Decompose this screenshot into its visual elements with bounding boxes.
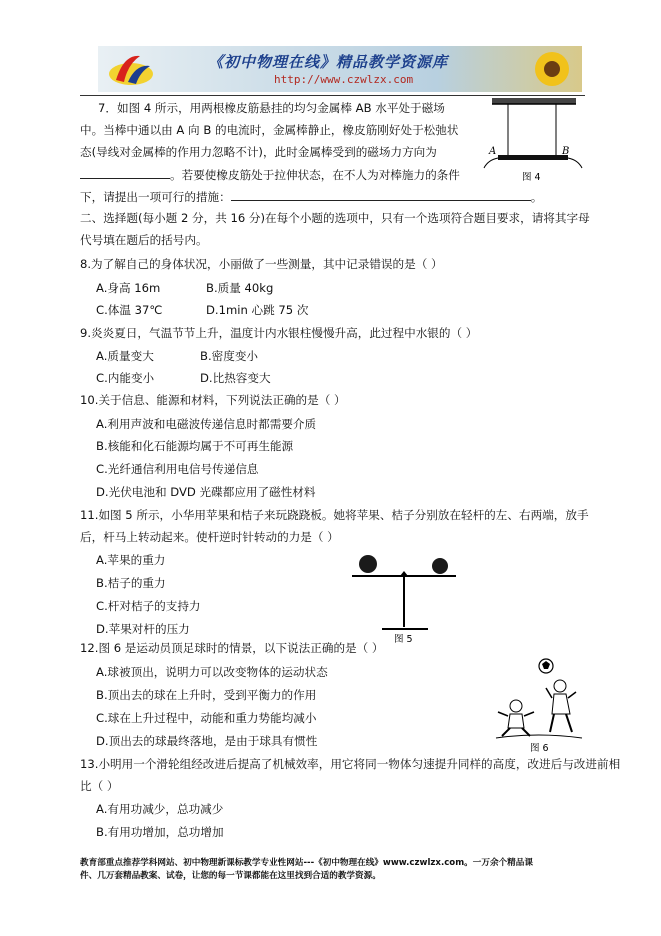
- q7-line4: 。若要使橡皮筋处于拉伸状态，在不人为对棒施力的条件: [80, 166, 460, 183]
- q7-line3: 态(导线对金属棒的作用力忽略不计)，此时金属棒受到的磁场力方向为: [80, 145, 437, 159]
- fig4-caption: 图 4: [522, 172, 541, 183]
- q8-option-b: B.质量 40kg: [206, 281, 274, 295]
- q13-option-b: B.有用功增加，总功增加: [96, 825, 224, 839]
- q13-option-a: A.有用功减少，总功减少: [96, 802, 224, 816]
- q10-option-b: B.核能和化石能源均属于不可再生能源: [96, 439, 294, 453]
- q10-option-a: A.利用声波和电磁波传递信息时都需要介质: [96, 417, 317, 431]
- fig6-caption: 图 6: [530, 743, 549, 754]
- q9-stem: 9.炎炎夏日，气温节节上升，温度计内水银柱慢慢升高，此过程中水银的（ ）: [80, 326, 478, 340]
- q12-option-a: A.球被顶出，说明力可以改变物体的运动状态: [96, 665, 328, 679]
- footer-line1: 教育部重点推荐学科网站、初中物理新课标教学专业性网站---《初中物理在线》www.czwlzx.com。一万余个精品课: [80, 858, 533, 868]
- q8-option-a: A.身高 16m: [96, 281, 161, 295]
- site-logo-icon: [106, 50, 156, 88]
- header-banner: [98, 46, 582, 92]
- q7-blank-1[interactable]: [80, 166, 170, 179]
- q13-line2: 比（ ）: [80, 779, 119, 793]
- q12-option-b: B.顶出去的球在上升时，受到平衡力的作用: [96, 688, 317, 702]
- q7-line2: 中。当棒中通以由 A 向 B 的电流时，金属棒静止，橡皮筋刚好处于松弛状: [80, 123, 459, 137]
- q12-option-c: C.球在上升过程中，动能和重力势能均减小: [96, 711, 317, 725]
- q12-option-d: D.顶出去的球最终落地，是由于球具有惯性: [96, 734, 318, 748]
- q9-option-c: C.内能变小: [96, 371, 155, 385]
- site-title: 《初中物理在线》精品教学资源库: [208, 53, 449, 71]
- section2-line2: 代号填在题后的括号内。: [80, 233, 208, 247]
- q9-option-b: B.密度变小: [200, 349, 259, 363]
- q11-option-a: A.苹果的重力: [96, 553, 166, 567]
- fig4-label-a: A: [489, 146, 497, 157]
- q7-line1: 7．如图 4 所示，用两根橡皮筋悬挂的均匀金属棒 AB 水平处于磁场: [98, 101, 445, 115]
- figure-4: [478, 98, 586, 184]
- q9-option-d: D.比热容变大: [200, 371, 271, 385]
- fig5-caption: 图 5: [394, 634, 413, 645]
- orange-icon: [432, 558, 448, 574]
- q7-line5: 下，请提出一项可行的措施： 。: [80, 190, 543, 204]
- header-rule: [80, 95, 585, 96]
- q12-stem: 12.图 6 是运动员顶足球时的情景，以下说法正确的是（ ）: [80, 641, 384, 655]
- fig4-label-b: B: [562, 146, 570, 157]
- q13-line1: 13.小明用一个滑轮组经改进后提高了机械效率，用它将同一物体匀速提升同样的高度，改进后与改进前相: [80, 757, 621, 771]
- q8-stem: 8.为了解自己的身体状况，小丽做了一些测量，其中记录错误的是（ ）: [80, 257, 443, 271]
- q10-option-d: D.光伏电池和 DVD 光碟都应用了磁性材料: [96, 485, 316, 499]
- q8-option-c: C.体温 37℃: [96, 303, 163, 317]
- q9-option-a: A.质量变大: [96, 349, 154, 363]
- site-url[interactable]: http://www.czwlzx.com: [274, 73, 414, 86]
- section2-line1: 二、选择题(每小题 2 分，共 16 分)在每个小题的选项中，只有一个选项符合题目要求，请将其字母: [80, 211, 590, 225]
- figure-6: [492, 656, 586, 756]
- page-footer: [80, 857, 590, 883]
- q11-option-b: B.桔子的重力: [96, 576, 166, 590]
- q10-option-c: C.光纤通信利用电信号传递信息: [96, 462, 259, 476]
- apple-icon: [359, 555, 377, 573]
- q11-line1: 11.如图 5 所示，小华用苹果和桔子来玩跷跷板。她将苹果、桔子分别放在轻杆的左、右两端，放手: [80, 508, 589, 522]
- figure-5: [348, 545, 460, 645]
- q8-option-d: D.1min 心跳 75 次: [206, 303, 309, 317]
- q11-line2: 后，杆马上转动起来。使杆逆时针转动的力是（ ）: [80, 530, 339, 544]
- q10-stem: 10.关于信息、能源和材料，下列说法正确的是（ ）: [80, 393, 346, 407]
- q11-option-d: D.苹果对杆的压力: [96, 622, 190, 636]
- q11-option-c: C.杆对桔子的支持力: [96, 599, 201, 613]
- q7-blank-2[interactable]: [231, 188, 531, 201]
- sunflower-icon: [530, 49, 574, 89]
- footer-line2: 件、几万套精品教案、试卷，让您的每一节课都能在这里找到合适的教学资源。: [80, 871, 381, 881]
